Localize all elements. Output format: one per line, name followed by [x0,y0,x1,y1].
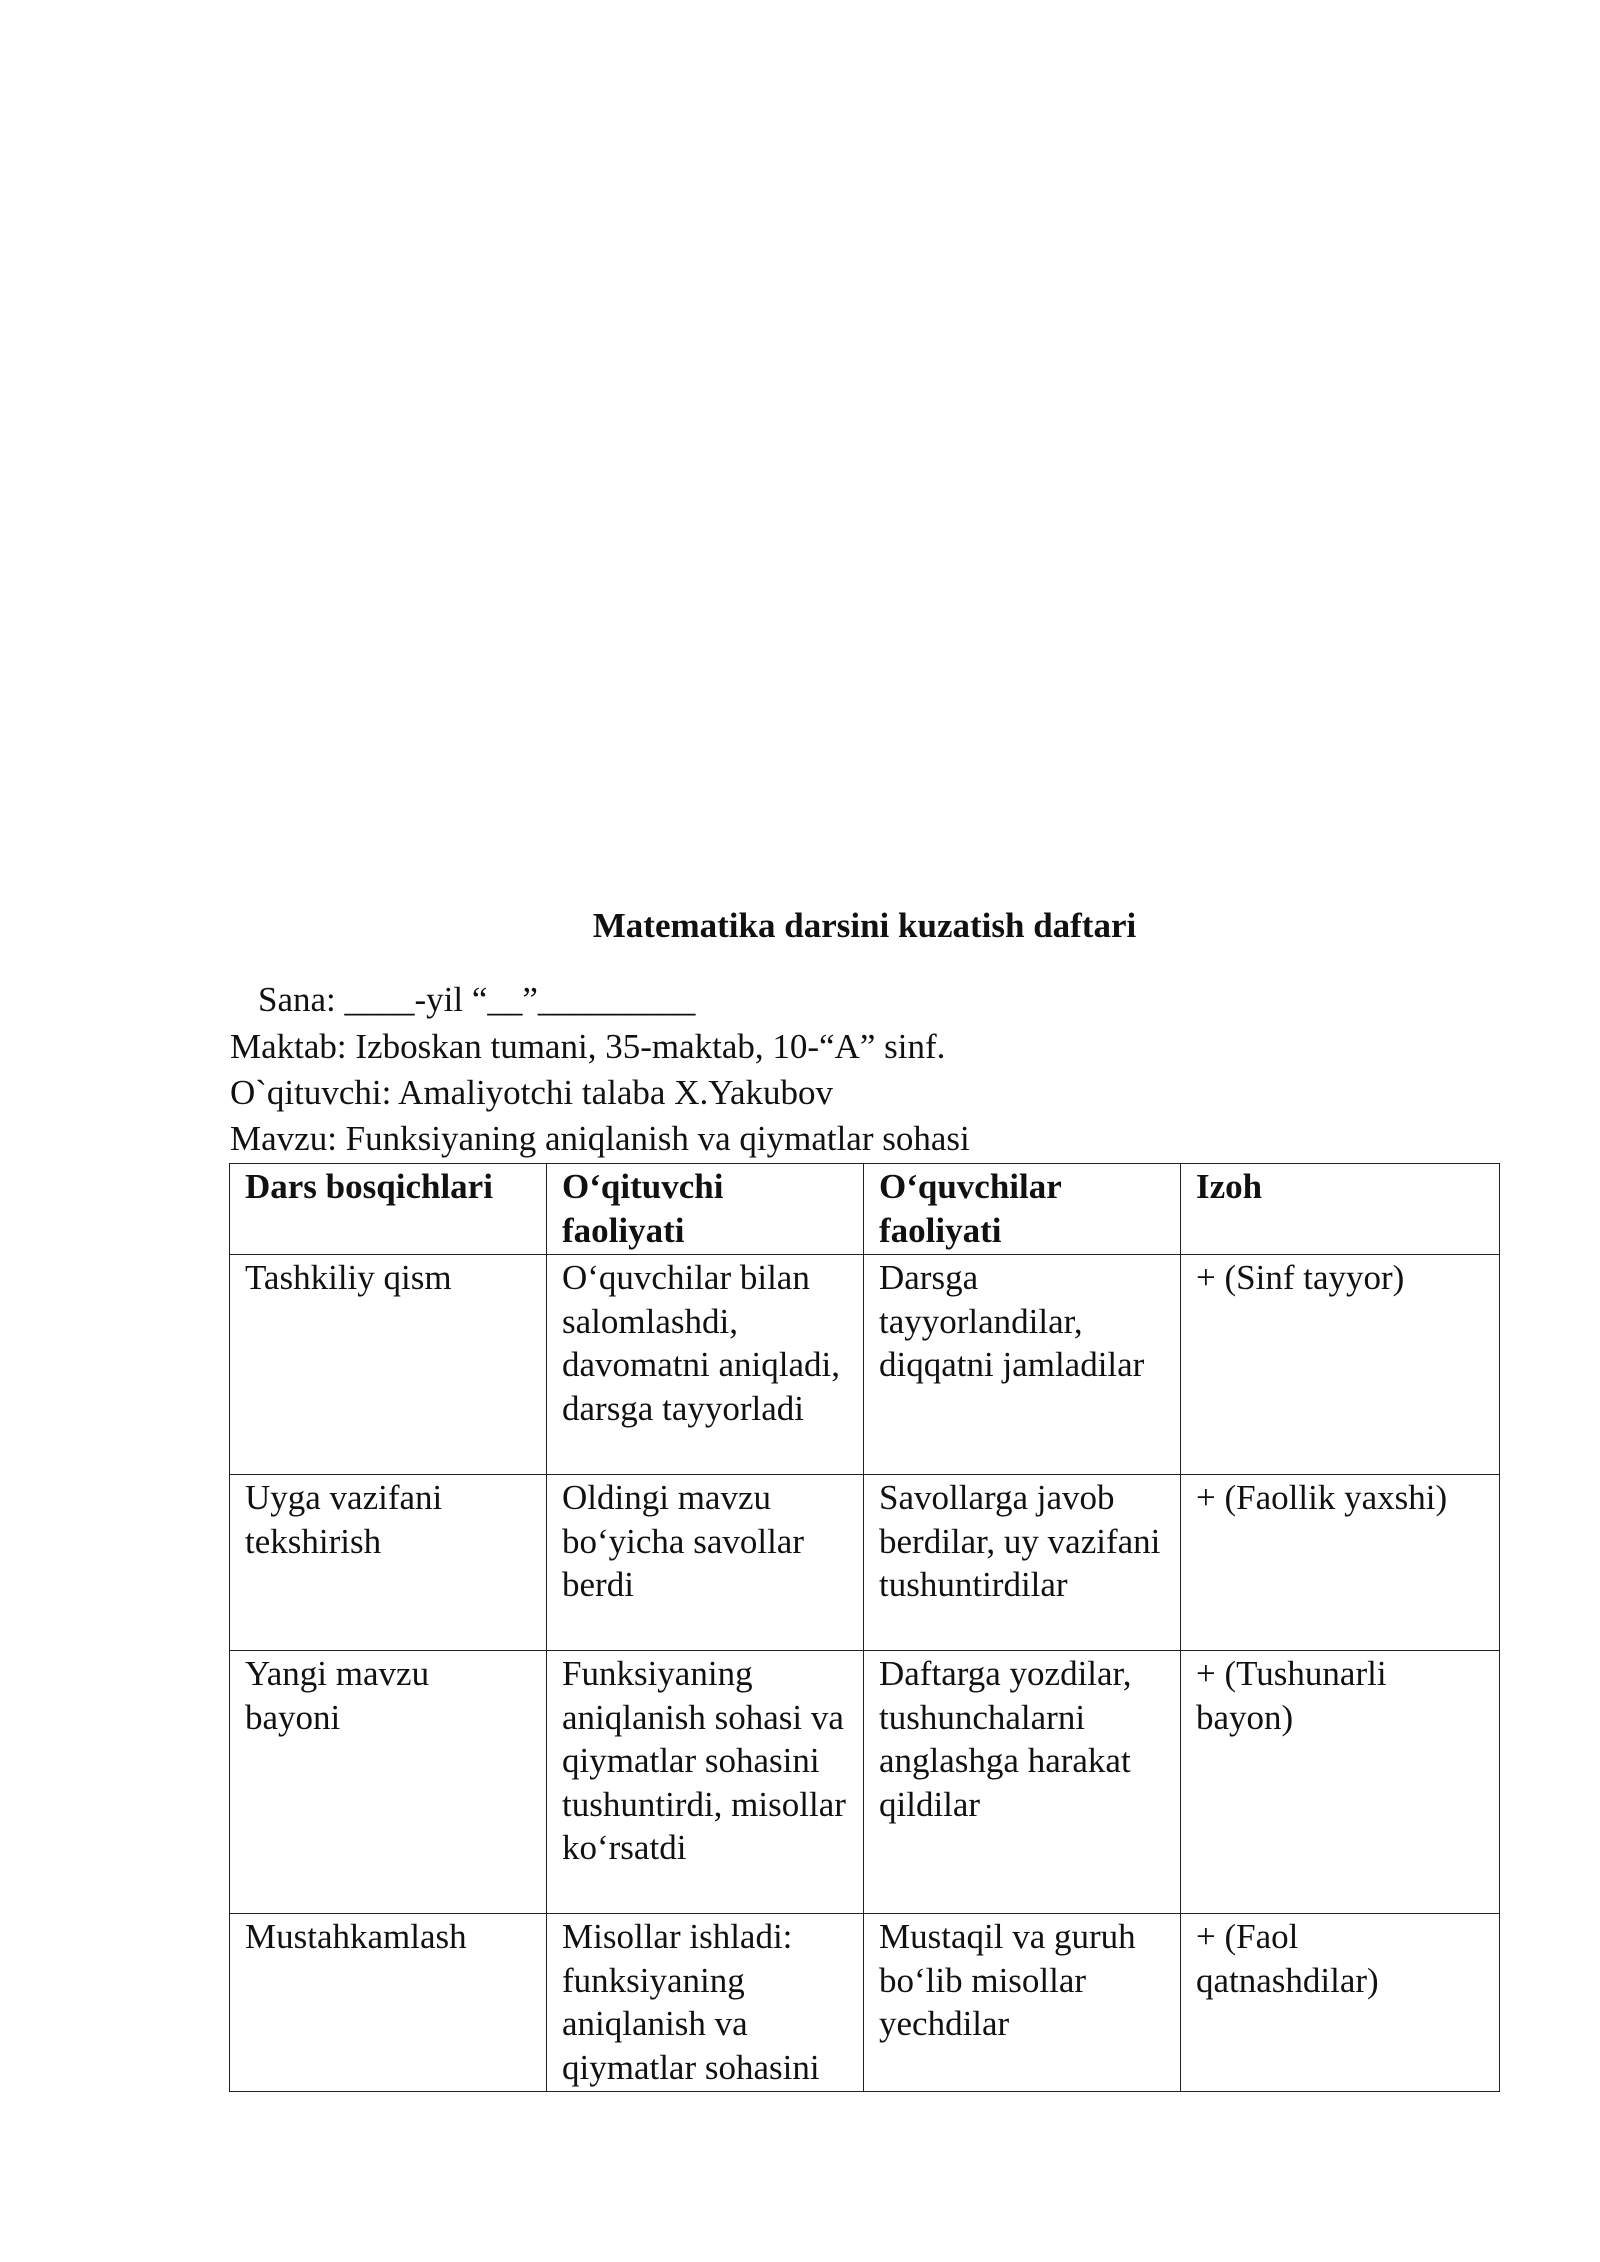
stage-cell: Mustahkamlash [230,1914,547,2092]
document-title: Matematika darsini kuzatish daftari [592,906,1137,945]
stage-cell: Uyga vazifani tekshirish [230,1475,547,1651]
teacher-activity-cell: Oldingi mavzu bo‘yicha savollar berdi [547,1475,864,1651]
student-activity-cell: Mustaqil va guruh bo‘lib misollar yechdilar [864,1914,1181,2092]
table-row [230,1475,1500,1651]
observation-table [229,1163,1500,2092]
table-row [230,1255,1500,1475]
table-row [230,1914,1500,2092]
note-cell: + (Sinf tayyor) [1181,1255,1500,1475]
note-cell: + (Tushunarli bayon) [1181,1651,1500,1914]
stage-cell: Tashkiliy qism [230,1255,547,1475]
table-row [230,1651,1500,1914]
teacher-activity-cell: Funksiyaning aniqlanish sohasi va qiymatlar sohasini tushuntirdi, misollar ko‘rsatdi [547,1651,864,1914]
header-lesson-stages: Dars bosqichlari [230,1164,547,1255]
student-activity-cell: Darsga tayyorlandilar, diqqatni jamladilar [864,1255,1181,1475]
header-student-activity: O‘quvchilar faoliyati [864,1164,1181,1255]
school-line: Maktab: Izboskan tumani, 35-maktab, 10-“A” sinf. [230,1027,946,1066]
stage-cell: Yangi mavzu bayoni [230,1651,547,1914]
student-activity-cell: Savollarga javob berdilar, uy vazifani tushuntirdilar [864,1475,1181,1651]
topic-line: Mavzu: Funksiyaning aniqlanish va qiymatlar sohasi [230,1119,970,1158]
student-activity-cell: Daftarga yozdilar, tushunchalarni anglashga harakat qildilar [864,1651,1181,1914]
teacher-activity-cell: O‘quvchilar bilan salomlashdi, davomatni aniqladi, darsga tayyorladi [547,1255,864,1475]
note-cell: + (Faol qatnashdilar) [1181,1914,1500,2092]
header-teacher-activity: O‘qituvchi faoliyati [547,1164,864,1255]
teacher-activity-cell: Misollar ishladi: funksiyaning aniqlanish va qiymatlar sohasini [547,1914,864,2092]
table-header-row [230,1164,1500,1255]
date-line: Sana: ____-yil “__”_________ [258,980,696,1019]
note-cell: + (Faollik yaxshi) [1181,1475,1500,1651]
teacher-line: O`qituvchi: Amaliyotchi talaba X.Yakubov [230,1073,834,1112]
header-note: Izoh [1181,1164,1500,1255]
